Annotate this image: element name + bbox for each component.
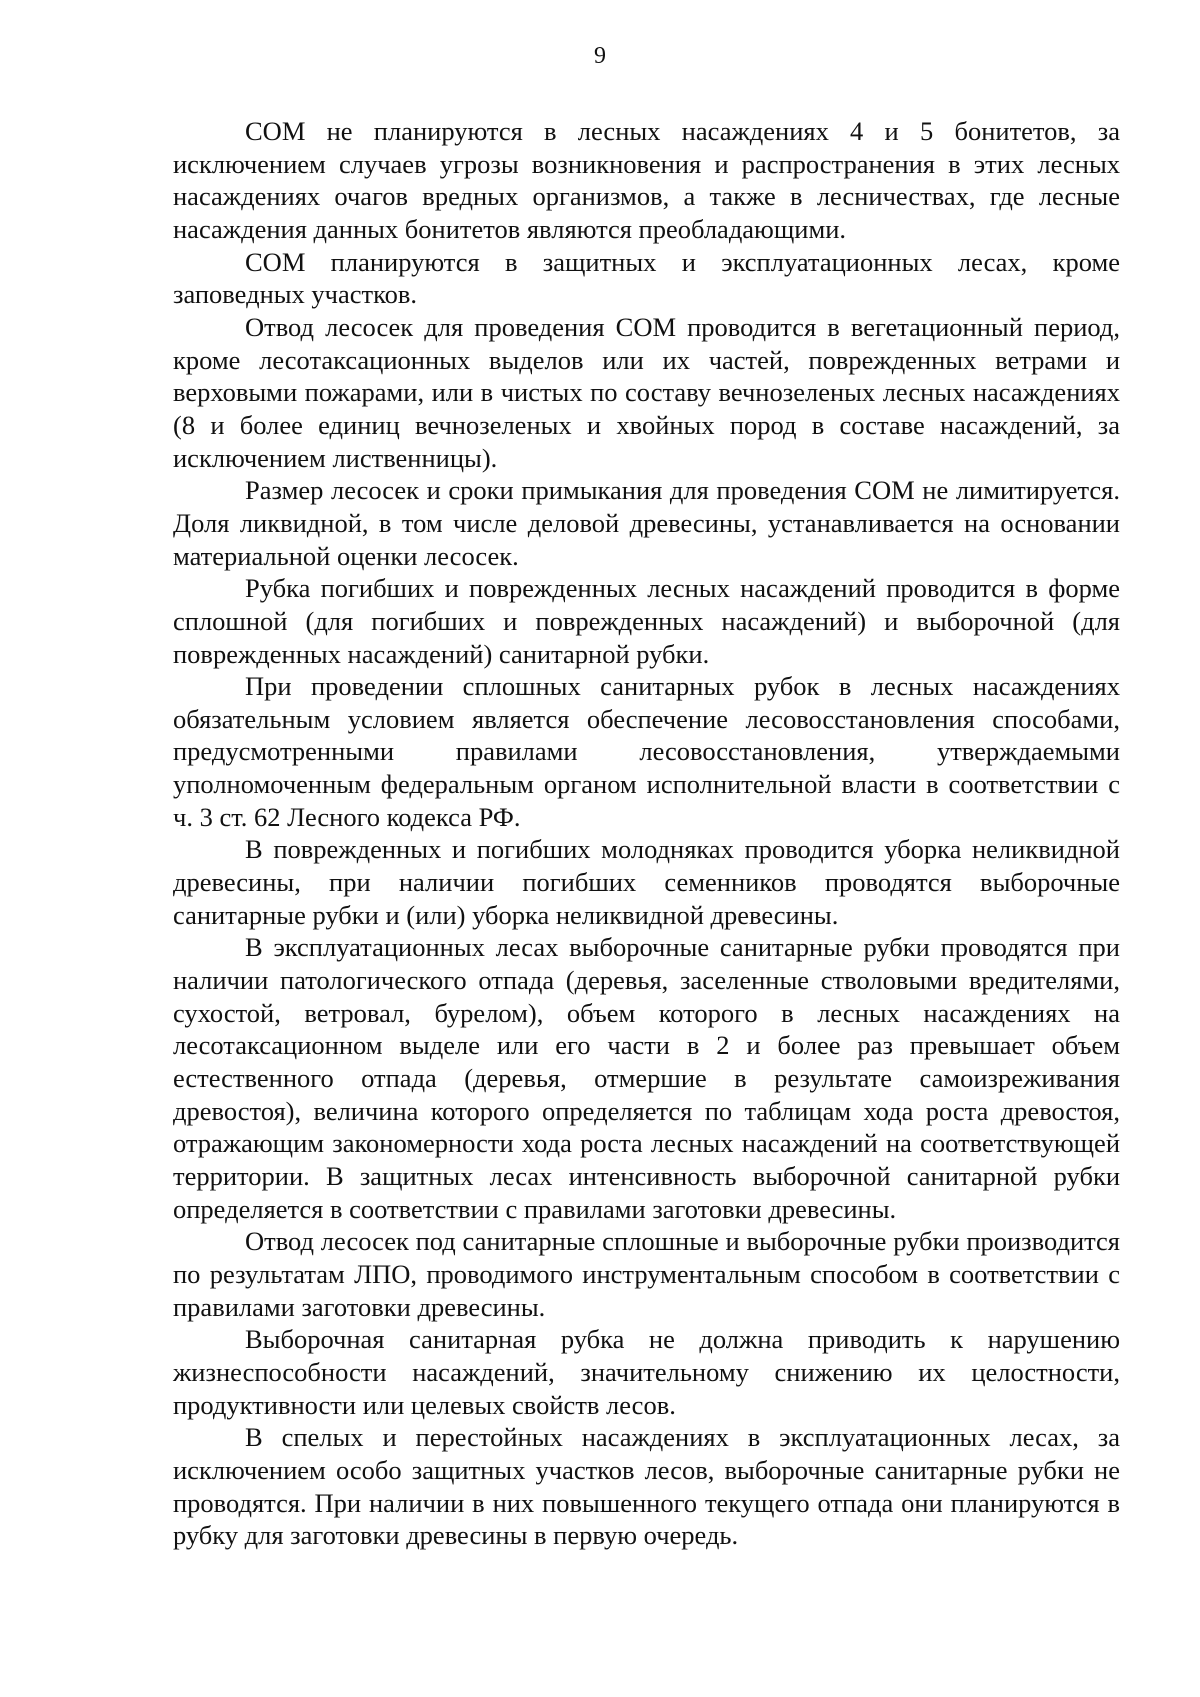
- document-body: [173, 115, 1120, 1552]
- paragraph: В спелых и перестойных насаждениях в эксплуатационных лесах, за исключением особо защитных участков лесов, выборочные санитарные рубки не проводятся. При наличии в них повышенного текущего отпада они планируются в рубку для заготовки древесины в первую очередь.: [173, 1422, 1120, 1551]
- paragraph: При проведении сплошных санитарных рубок в лесных насаждениях обязательным условием является обеспечение лесовосстановления способами, предусмотренными правилами лесовосстановления, утверждаемыми уполномоченным федеральным органом исполнительной власти в соответствии с ч. 3 ст. 62 Лесного кодекса РФ.: [173, 671, 1120, 832]
- paragraph: Рубка погибших и поврежденных лесных насаждений проводится в форме сплошной (для погибших и поврежденных насаждений) и выборочной (для поврежденных насаждений) санитарной рубки.: [173, 573, 1120, 669]
- paragraph: Отвод лесосек под санитарные сплошные и выборочные рубки производится по результатам ЛПО, проводимого инструментальным способом в соответствии с правилами заготовки древесины.: [173, 1226, 1120, 1322]
- paragraph: Размер лесосек и сроки примыкания для проведения СОМ не лимитируется. Доля ликвидной, в том числе деловой древесины, устанавливается на основании материальной оценки лесосек.: [173, 475, 1120, 571]
- paragraph: Отвод лесосек для проведения СОМ проводится в вегетационный период, кроме лесотаксационных выделов или их частей, поврежденных ветрами и верховыми пожарами, или в чистых по составу вечнозеленых лесных насаждениях (8 и более единиц вечнозеленых и хвойных пород в составе насаждений, за исключением лиственницы).: [173, 311, 1120, 473]
- paragraph: В эксплуатационных лесах выборочные санитарные рубки проводятся при наличии патологического отпада (деревья, заселенные стволовыми вредителями, сухостой, ветровал, бурелом), объем которого в лесных насаждениях на лесотаксационном выделе или его части в 2 и более раз превышает объем естественного отпада (деревья, отмершие в результате самоизреживания древостоя), величина которого определяется по таблицам хода роста древостоя, отражающим закономерности хода роста лесных насаждений на соответствующей территории. В защитных лесах интенсивность выборочной санитарной рубки определяется в соответствии с правилами заготовки древесины.: [173, 932, 1120, 1224]
- paragraph: Выборочная санитарная рубка не должна приводить к нарушению жизнеспособности насаждений, значительному снижению их целостности, продуктивности или целевых свойств лесов.: [173, 1324, 1120, 1420]
- paragraph: СОМ не планируются в лесных насаждениях 4 и 5 бонитетов, за исключением случаев угрозы возникновения и распространения в этих лесных насаждениях очагов вредных организмов, а также в лесничествах, где лесные насаждения данных бонитетов являются преобладающими.: [173, 116, 1120, 244]
- paragraph: СОМ планируются в защитных и эксплуатационных лесах, кроме заповедных участков.: [173, 246, 1120, 310]
- paragraph: В поврежденных и погибших молодняках проводится уборка неликвидной древесины, при наличии погибших семенников проводятся выборочные санитарные рубки и (или) уборка неликвидной древесины.: [173, 834, 1120, 930]
- page-number: 9: [594, 43, 606, 69]
